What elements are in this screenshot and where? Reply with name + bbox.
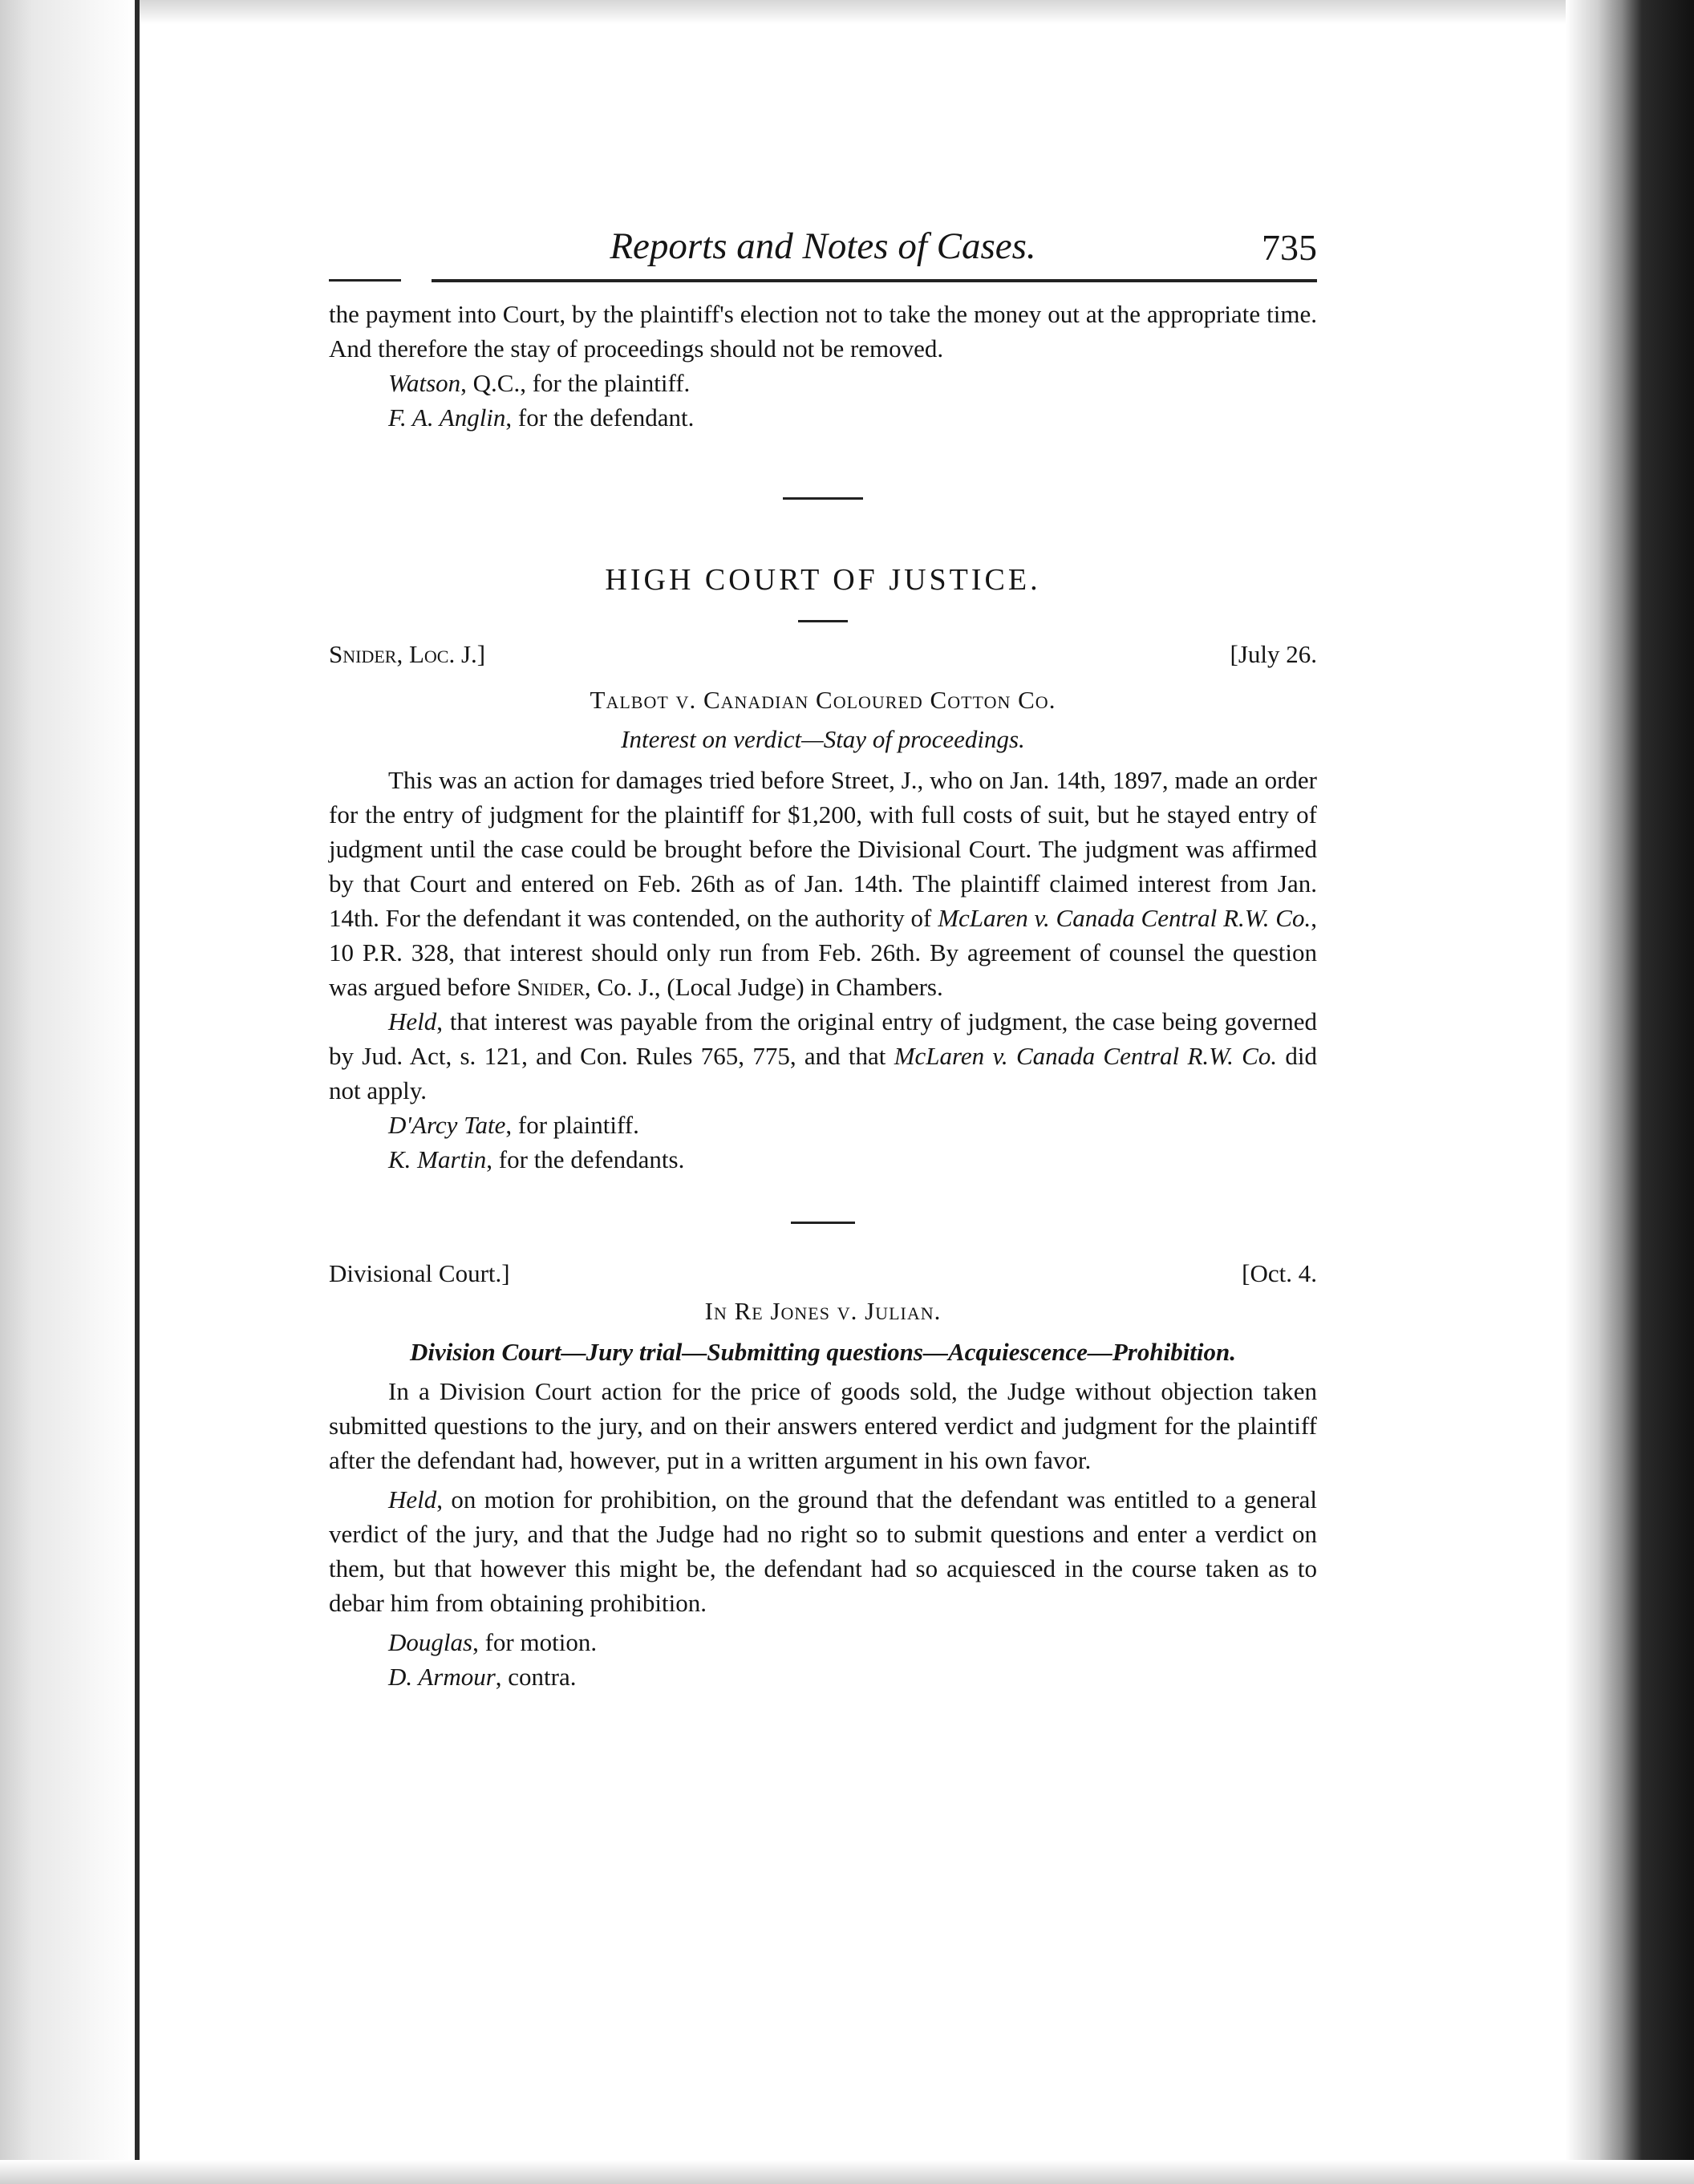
case-citation: McLaren v. Canada Central R.W. Co. <box>938 904 1311 932</box>
case-citation-line <box>329 640 1317 675</box>
carryover-paragraph: the payment into Court, by the plaintiff's election not to take the money out at the appropriate time. And therefore the stay of proceedings should not be removed. <box>329 300 1317 363</box>
case-citation: McLaren v. Canada Central R.W. Co. <box>894 1042 1278 1070</box>
counsel-name: D'Arcy Tate <box>388 1111 506 1139</box>
counsel-name: Watson <box>388 369 461 397</box>
held-word: Held <box>388 1485 437 1513</box>
counsel-line <box>329 1659 1317 1694</box>
court-title: HIGH COURT OF JUSTICE. <box>605 563 1041 597</box>
counsel-line <box>329 1108 1317 1142</box>
text-run: did not apply. <box>329 1042 1317 1104</box>
counsel-name: Douglas <box>388 1628 473 1656</box>
binding-line <box>135 0 140 2184</box>
counsel-line <box>329 1142 1317 1177</box>
scan-edge-top <box>0 0 1694 24</box>
case-name: In Re Jones v. Julian. <box>704 1297 942 1325</box>
held-paragraph <box>329 1004 1317 1108</box>
counsel-role: , for plaintiff. <box>505 1111 639 1139</box>
text-run: , that interest was payable from the original entry of judgment, the case being governed by Jud. Act, s. 121, and Con. Rules 765, 775, and that <box>329 1007 1317 1070</box>
case-date: [July 26. <box>1230 640 1317 668</box>
case-citation-line <box>329 1259 1317 1294</box>
header-rule-short <box>329 279 401 282</box>
court-name: Divisional Court.] <box>329 1259 510 1287</box>
running-title: Reports and Notes of Cases. <box>610 225 1036 267</box>
counsel-name: F. A. Anglin <box>388 403 506 432</box>
scan-edge-bottom <box>0 2160 1694 2184</box>
case-date: [Oct. 4. <box>1242 1259 1317 1287</box>
counsel-role: , Q.C., for the plaintiff. <box>460 369 691 397</box>
counsel-line <box>329 400 1317 435</box>
document-page <box>329 217 1317 1694</box>
case-paragraph <box>329 763 1317 1004</box>
text-run: , 10 P.R. 328, that interest should only run from Feb. 26th. By agreement of counsel the question was argued before <box>329 904 1317 1001</box>
counsel-role: , contra. <box>495 1663 577 1691</box>
held-paragraph <box>329 1482 1317 1620</box>
counsel-role: , for the defendants. <box>486 1145 685 1173</box>
judge-ref: Snider <box>517 973 585 1001</box>
counsel-name: K. Martin <box>388 1145 487 1173</box>
page-number: 735 <box>1262 227 1317 268</box>
text-run: , on motion for prohibition, on the ground that the defendant was entitled to a general verdict of the jury, and that the Judge had no right so to submit questions and enter a verdict on them, but that however this might be, the defendant had so acquiesced in the course taken as to debar him from obtaining prohibition. <box>329 1485 1317 1617</box>
text-run: This was an action for damages tried before Street, J., who on Jan. 14th, 1897, made an order for the entry of judgment for the plaintiff for $1,200, with full costs of suit, but he stayed entry of judgment until the case could be brought before the Divisional Court. The judgment was affirmed by that Court and entered on Feb. 26th as of Jan. 14th. The plaintiff claimed interest from Jan. 14th. For the defendant it was contended, on the authority of <box>329 766 1317 932</box>
headnote: Division Court—Jury trial—Submitting questions—Acquiescence—Prohibition. <box>409 1338 1237 1366</box>
counsel-name: D. Armour <box>388 1663 496 1691</box>
counsel-line <box>329 366 1317 400</box>
case-name: Talbot v. Canadian Coloured Cotton Co. <box>590 686 1056 714</box>
case-paragraph: In a Division Court action for the price of goods sold, the Judge without objection taken submitted questions to the jury, and on their answers entered verdict and judgment for the plaintiff after the defendant had, however, put in a written argument in his own favor. <box>329 1377 1317 1474</box>
counsel-role: , for motion. <box>472 1628 598 1656</box>
held-word: Held <box>388 1007 437 1035</box>
running-head <box>329 217 1317 281</box>
scan-edge-right <box>1566 0 1694 2184</box>
text-run: , Co. J., (Local Judge) in Chambers. <box>584 973 943 1001</box>
judge-name: Snider, Loc. J.] <box>329 640 486 668</box>
header-rule-long <box>432 279 1317 282</box>
counsel-role: , for the defendant. <box>505 403 695 432</box>
counsel-line <box>329 1625 1317 1659</box>
scan-edge-left <box>0 0 136 2184</box>
headnote: Interest on verdict—Stay of proceedings. <box>621 725 1025 753</box>
